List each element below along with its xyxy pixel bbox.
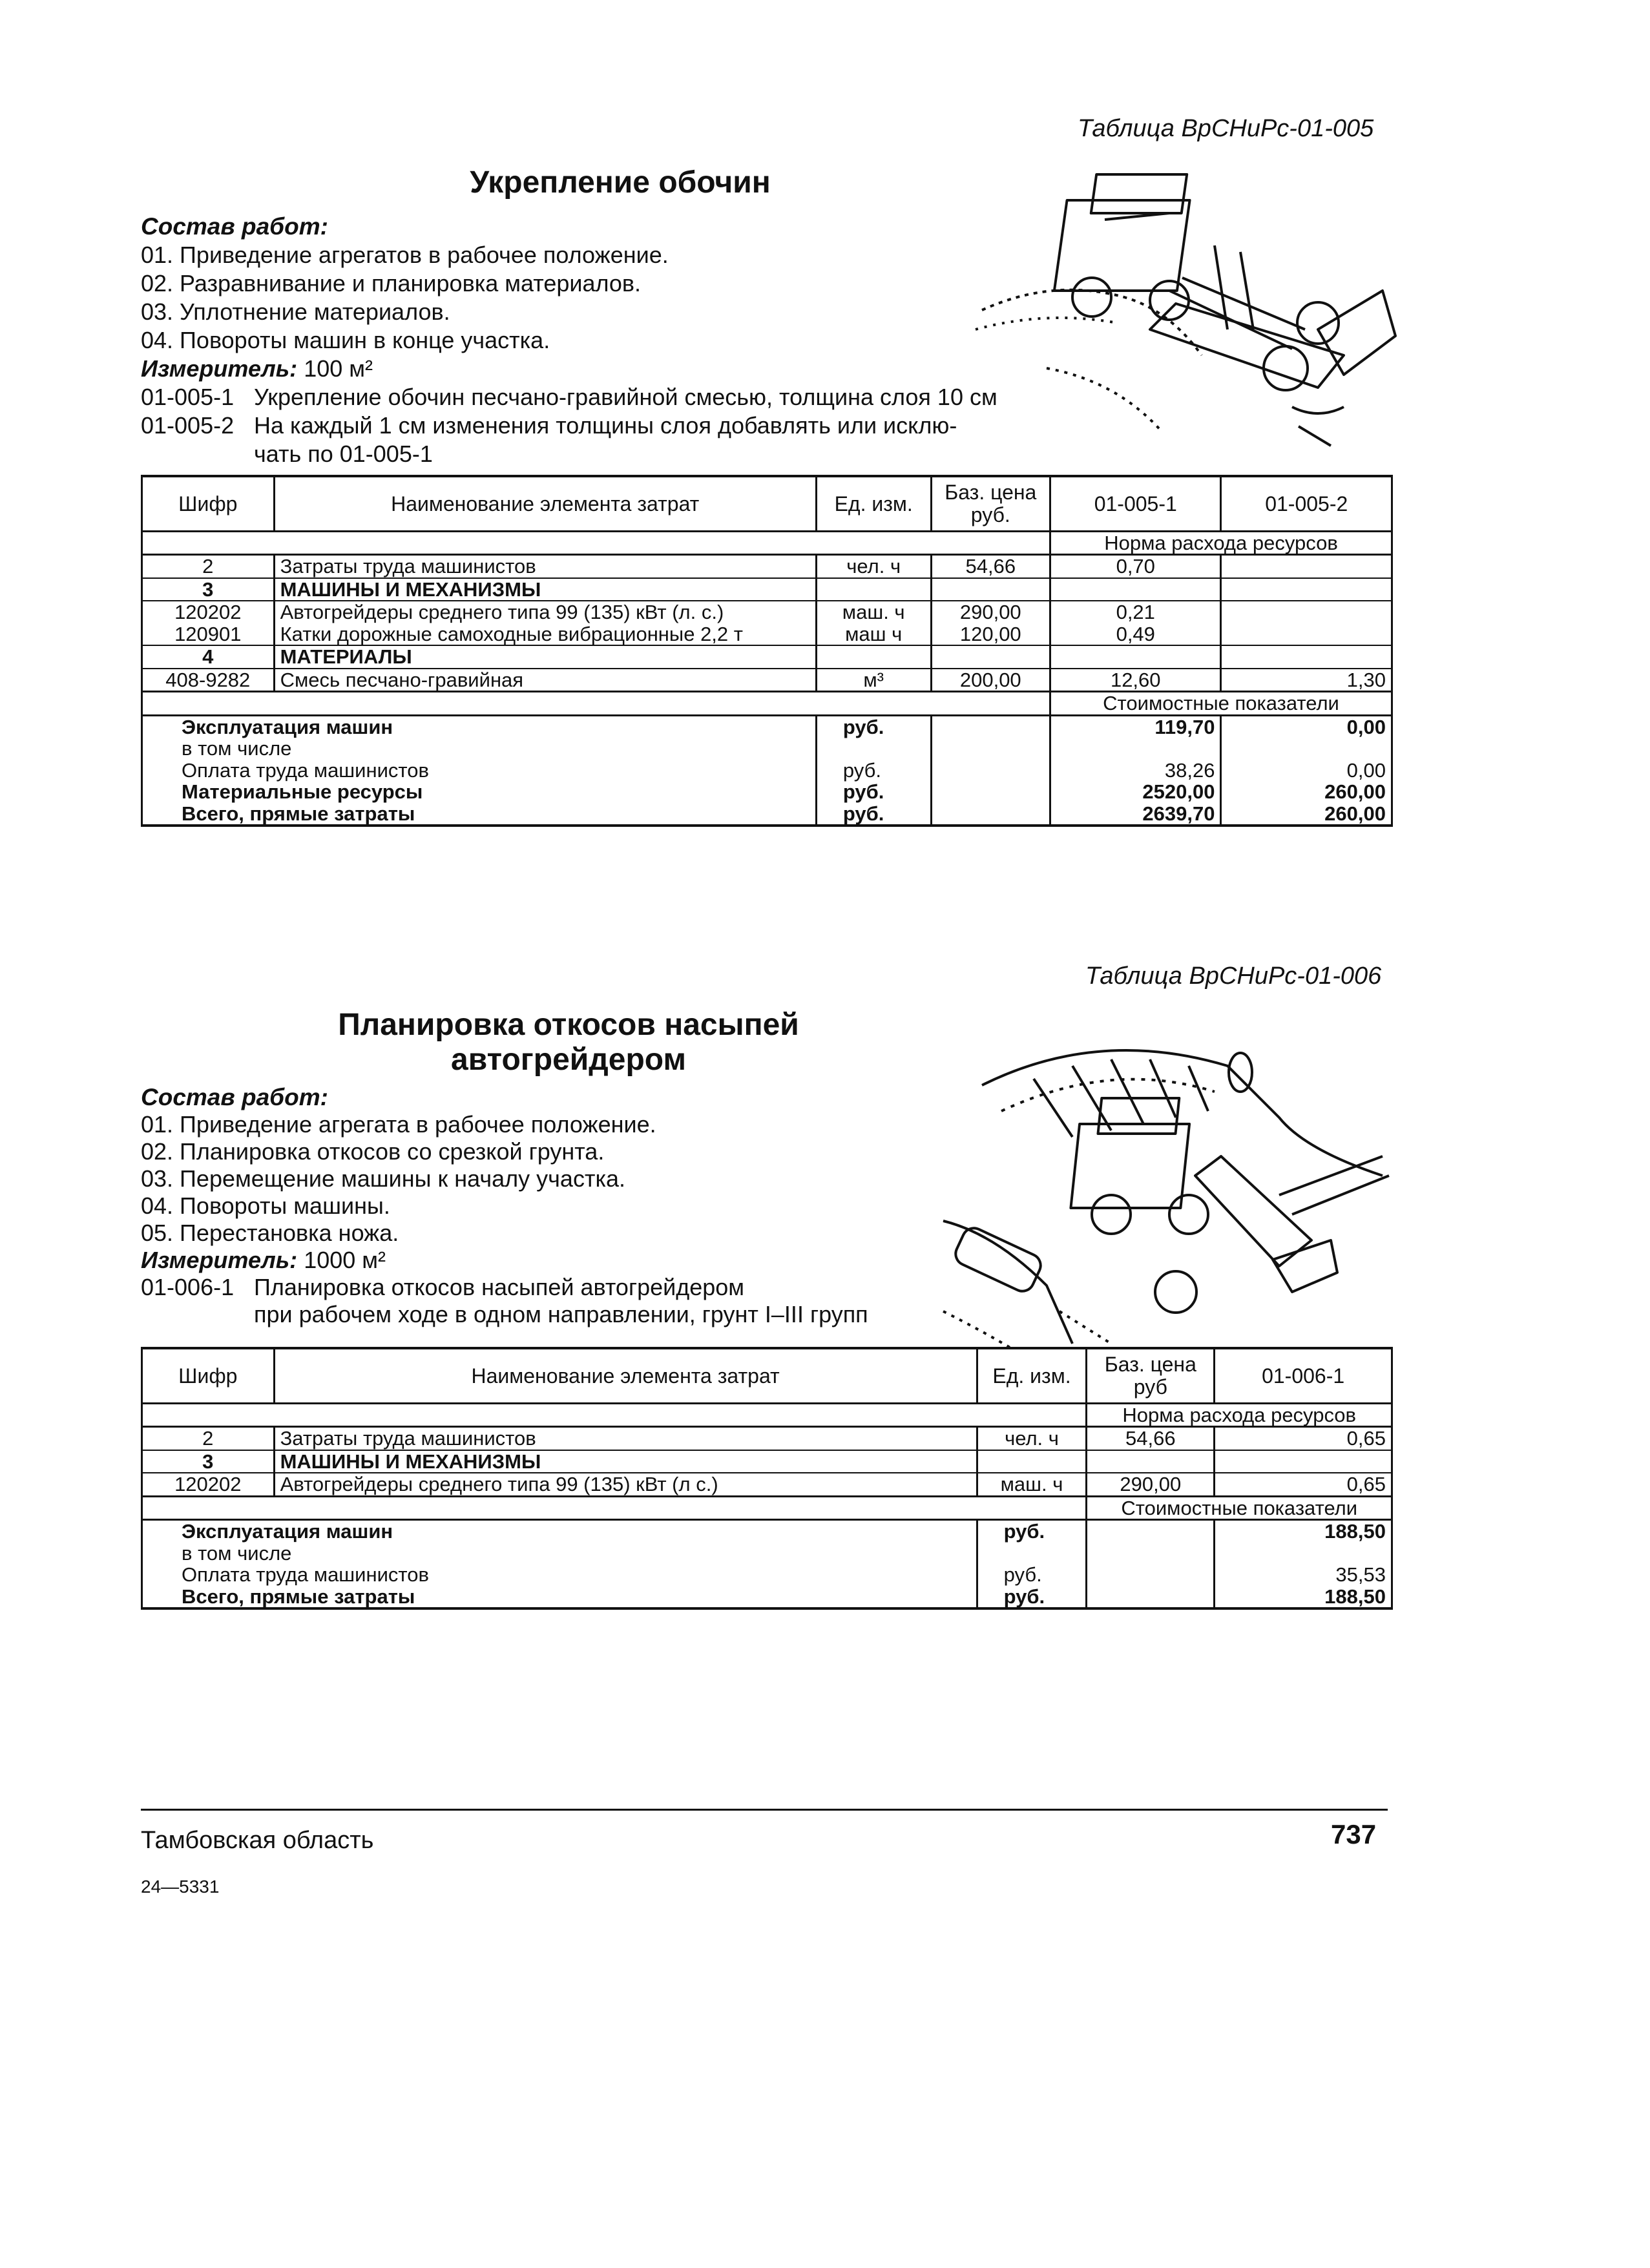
cost-price: [1087, 1564, 1215, 1585]
footer-region: Тамбовская область: [141, 1827, 374, 1854]
cost-row: [142, 760, 1392, 781]
measure-line: [141, 355, 997, 384]
band-blank: [142, 692, 1050, 715]
col-header-code: Шифр: [142, 1348, 275, 1404]
cell-price: [931, 578, 1050, 601]
table-header-row: [142, 1348, 1392, 1404]
cell-name: Автогрейдеры среднего типа 99 (135) кВт (л. с.): [274, 601, 816, 623]
cell-name: МАШИНЫ И МЕХАНИЗМЫ: [274, 1450, 977, 1473]
band-norm: [142, 532, 1392, 555]
code-line: [141, 441, 997, 469]
code-desc: чать по 01-005-1: [254, 441, 433, 467]
cell-code: 4: [142, 645, 275, 668]
cost-unit: руб.: [977, 1586, 1087, 1608]
work-item: 02. Планировка откосов со срезкой грунта.: [141, 1138, 605, 1165]
cost-row: [142, 803, 1392, 826]
table-row: [142, 1427, 1392, 1450]
cell-v1: 0,65: [1215, 1427, 1392, 1450]
cost-name: Всего, прямые затраты: [142, 803, 817, 826]
cell-code: 2: [142, 555, 275, 578]
cell-name: Автогрейдеры среднего типа 99 (135) кВт (л с.): [274, 1473, 977, 1496]
band-label: Норма расхода ресурсов: [1050, 532, 1392, 555]
cell-v1: 0,65: [1215, 1473, 1392, 1496]
band-blank: [142, 1404, 1087, 1427]
cost-v2: 260,00: [1221, 803, 1392, 826]
col-header-code: Шифр: [142, 476, 275, 532]
section-title-01-006: [278, 1008, 859, 1077]
cost-row: [142, 1564, 1392, 1585]
cost-unit: руб.: [816, 715, 931, 738]
page-number: 737: [1331, 1819, 1377, 1849]
cost-v1: 35,53: [1215, 1564, 1392, 1585]
col-header-01-005-2: 01-005-2: [1221, 476, 1392, 532]
cell-name: Затраты труда машинистов: [274, 1427, 977, 1450]
cell-name: Катки дорожные самоходные вибрационные 2,2 т: [274, 623, 816, 645]
cost-price: [931, 781, 1050, 802]
cell-v2: [1221, 578, 1392, 601]
cell-code: 3: [142, 1450, 275, 1473]
cost-price: [931, 760, 1050, 781]
col-header-price: Баз. цена руб.: [931, 476, 1050, 532]
cost-name: Оплата труда машинистов: [142, 1564, 977, 1585]
print-code: 24—5331: [141, 1877, 220, 1897]
band-label: Норма расхода ресурсов: [1087, 1404, 1392, 1427]
work-item: 04. Повороты машины.: [141, 1192, 390, 1219]
col-header-price: Баз. цена руб: [1087, 1348, 1215, 1404]
code-line: [141, 1301, 868, 1328]
cost-v2: 0,00: [1221, 715, 1392, 738]
cost-name: Материальные ресурсы: [142, 781, 817, 802]
cost-unit: [977, 1543, 1087, 1564]
measure-value: 100 м²: [304, 355, 373, 382]
col-header-unit: Ед. изм.: [977, 1348, 1087, 1404]
band-norm: [142, 1404, 1392, 1427]
cell-price: 290,00: [1087, 1473, 1215, 1496]
cell-code: 120202: [142, 601, 275, 623]
work-item: 04. Повороты машин в конце участка.: [141, 327, 550, 353]
cost-v1: 188,50: [1215, 1586, 1392, 1608]
col-header-name: Наименование элемента затрат: [274, 476, 816, 532]
cell-code: 408-9282: [142, 669, 275, 692]
cell-name: Смесь песчано-гравийная: [274, 669, 816, 692]
table-row: [142, 623, 1392, 645]
cost-v1: 119,70: [1050, 715, 1221, 738]
code: [141, 441, 254, 469]
cost-unit: руб.: [816, 803, 931, 826]
work-item: 05. Перестановка ножа.: [141, 1220, 399, 1246]
cell-unit: чел. ч: [977, 1427, 1087, 1450]
cost-row: [142, 1520, 1392, 1543]
sostav-label: Состав работ:: [141, 1084, 328, 1110]
code-desc: Планировка откосов насыпей автогрейдером: [254, 1274, 745, 1300]
cost-name: Оплата труда машинистов: [142, 760, 817, 781]
measure-label: Измеритель:: [141, 1247, 298, 1273]
code: 01-006-1: [141, 1274, 235, 1300]
cell-v1: [1215, 1450, 1392, 1473]
cell-unit: маш. ч: [816, 601, 931, 623]
cell-v1: [1050, 578, 1221, 601]
cost-row: [142, 1543, 1392, 1564]
cost-name: Эксплуатация машин: [142, 715, 817, 738]
cost-price: [931, 715, 1050, 738]
cost-v1: 2639,70: [1050, 803, 1221, 826]
code-line: [141, 1274, 868, 1301]
cost-v1: 188,50: [1215, 1520, 1392, 1543]
cell-unit: [977, 1450, 1087, 1473]
cell-v2: 1,30: [1221, 669, 1392, 692]
col-header-01-006-1: 01-006-1: [1215, 1348, 1392, 1404]
cell-unit: [816, 645, 931, 668]
work-item: 01. Приведение агрегата в рабочее положение.: [141, 1111, 656, 1138]
resource-table-01-006: [141, 1347, 1393, 1610]
cost-price: [1087, 1586, 1215, 1608]
motor-grader-illustration: [956, 161, 1402, 472]
cell-code: 3: [142, 578, 275, 601]
cell-v1: 0,70: [1050, 555, 1221, 578]
sostav-label: Состав работ:: [141, 213, 328, 240]
cost-unit: [816, 738, 931, 759]
cell-price: 200,00: [931, 669, 1050, 692]
cost-v2: 260,00: [1221, 781, 1392, 802]
code-line: [141, 412, 997, 441]
cell-v1: 0,49: [1050, 623, 1221, 645]
cell-v1: [1050, 645, 1221, 668]
table-row: [142, 578, 1392, 601]
cell-price: [1087, 1450, 1215, 1473]
cost-row: [142, 1586, 1392, 1608]
cost-v1: [1215, 1543, 1392, 1564]
cost-name: в том числе: [142, 1543, 977, 1564]
work-item: 02. Разравнивание и планировка материалов.: [141, 270, 642, 297]
work-item: 01. Приведение агрегатов в рабочее положение.: [141, 242, 669, 268]
cost-unit: руб.: [977, 1520, 1087, 1543]
measure-value: 1000 м²: [304, 1247, 386, 1273]
work-composition-01-005: [141, 213, 997, 469]
cost-row: [142, 738, 1392, 759]
cost-price: [1087, 1543, 1215, 1564]
cost-v1: 2520,00: [1050, 781, 1221, 802]
cell-code: 120901: [142, 623, 275, 645]
cell-price: [931, 645, 1050, 668]
table-header-row: [142, 476, 1392, 532]
resource-table-01-005: [141, 475, 1393, 827]
cell-name: Затраты труда машинистов: [274, 555, 816, 578]
footer-divider: [141, 1809, 1388, 1811]
cell-v1: 0,21: [1050, 601, 1221, 623]
cell-v2: [1221, 623, 1392, 645]
cost-unit: руб.: [977, 1564, 1087, 1585]
cost-unit: руб.: [816, 760, 931, 781]
code-desc: На каждый 1 см изменения толщины слоя добавлять или исклю-: [254, 412, 957, 439]
band-cost: [142, 1496, 1392, 1519]
col-header-name: Наименование элемента затрат: [274, 1348, 977, 1404]
cell-v2: [1221, 601, 1392, 623]
col-header-01-005-1: 01-005-1: [1050, 476, 1221, 532]
cost-v2: [1221, 738, 1392, 759]
cell-v2: [1221, 645, 1392, 668]
cell-unit: м³: [816, 669, 931, 692]
cell-price: 120,00: [931, 623, 1050, 645]
cell-price: 290,00: [931, 601, 1050, 623]
code: [141, 1301, 254, 1328]
measure-label: Измеритель:: [141, 355, 298, 382]
cell-name: МАШИНЫ И МЕХАНИЗМЫ: [274, 578, 816, 601]
table-row: [142, 601, 1392, 623]
work-composition-01-006: [141, 1084, 868, 1328]
cost-row: [142, 715, 1392, 738]
cell-code: 120202: [142, 1473, 275, 1496]
cell-unit: маш ч: [816, 623, 931, 645]
cell-unit: [816, 578, 931, 601]
table-label-01-005: Таблица ВрСНиРс-01-005: [1078, 115, 1374, 142]
cost-row: [142, 781, 1392, 802]
cost-unit: руб.: [816, 781, 931, 802]
code: 01-005-1: [141, 384, 235, 410]
cell-unit: чел. ч: [816, 555, 931, 578]
table-row: [142, 555, 1392, 578]
cost-v1: 38,26: [1050, 760, 1221, 781]
section-title-01-005: Укрепление обочин: [470, 165, 771, 200]
work-item: 03. Перемещение машины к началу участка.: [141, 1165, 626, 1192]
code-desc: при рабочем ходе в одном направлении, грунт I–III групп: [254, 1301, 868, 1327]
cell-price: 54,66: [1087, 1427, 1215, 1450]
cell-unit: маш. ч: [977, 1473, 1087, 1496]
section-title-line: Планировка откосов насыпей: [338, 1008, 799, 1042]
cost-price: [931, 803, 1050, 826]
cell-name: МАТЕРИАЛЫ: [274, 645, 816, 668]
cost-name: Эксплуатация машин: [142, 1520, 977, 1543]
cell-price: 54,66: [931, 555, 1050, 578]
table-row: [142, 1473, 1392, 1496]
cell-v2: [1221, 555, 1392, 578]
table-row: [142, 645, 1392, 668]
band-blank: [142, 532, 1050, 555]
measure-line: [141, 1247, 868, 1274]
table-row: [142, 1450, 1392, 1473]
code-line: [141, 384, 997, 412]
section-title-line: автогрейдером: [451, 1043, 686, 1077]
slope-grader-illustration: [917, 1008, 1395, 1357]
cost-v2: 0,00: [1221, 760, 1392, 781]
table-row: [142, 669, 1392, 692]
work-item: 03. Уплотнение материалов.: [141, 298, 450, 325]
col-header-unit: Ед. изм.: [816, 476, 931, 532]
band-label: Стоимостные показатели: [1087, 1496, 1392, 1519]
table-label-01-006: Таблица ВрСНиРс-01-006: [1085, 962, 1382, 990]
band-cost: [142, 692, 1392, 715]
cost-price: [1087, 1520, 1215, 1543]
cost-price: [931, 738, 1050, 759]
cost-name: Всего, прямые затраты: [142, 1586, 977, 1608]
code: 01-005-2: [141, 412, 235, 439]
band-blank: [142, 1496, 1087, 1519]
cell-v1: 12,60: [1050, 669, 1221, 692]
cost-v1: [1050, 738, 1221, 759]
band-label: Стоимостные показатели: [1050, 692, 1392, 715]
code-desc: Укрепление обочин песчано-гравийной смесью, толщина слоя 10 см: [254, 384, 997, 410]
cost-name: в том числе: [142, 738, 817, 759]
cell-code: 2: [142, 1427, 275, 1450]
